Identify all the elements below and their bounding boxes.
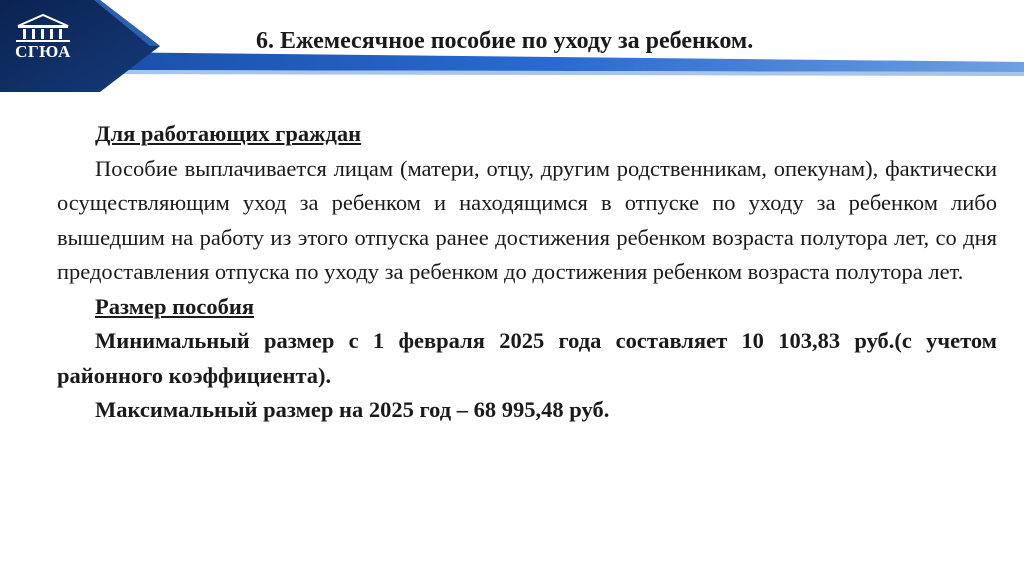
slide-header: [0, 0, 1024, 92]
building-icon: [12, 12, 74, 44]
section-heading-benefit-size: Размер пособия: [95, 293, 255, 319]
logo-text: СГЮА: [15, 42, 71, 61]
benefit-description: Пособие выплачивается лицам (матери, отцу, другим родственникам, опекунам), фактически осуществляющим уход за ребенком и находящимся в отпуске по уходу за ребенком либо вышедшим на работу из этого отпуска ранее достижения ребенком возраста полутора лет, со дня предоставления отпуска по уходу за ребенком до достижения ребенком возраста полутора лет.: [57, 155, 997, 284]
university-logo: [12, 12, 74, 70]
slide-body: [57, 117, 997, 428]
maximum-amount-text: Максимальный размер на 2025 год – 68 995,48 руб.: [95, 397, 610, 422]
section-heading-working-citizens: Для работающих граждан: [95, 121, 362, 146]
minimum-amount-text: Минимальный размер с 1 февраля 2025 года составляет 10 103,83 руб.(с учетом районного коэффициента).: [57, 328, 997, 388]
slide-title: 6. Ежемесячное пособие по уходу за ребенком.: [256, 28, 754, 54]
